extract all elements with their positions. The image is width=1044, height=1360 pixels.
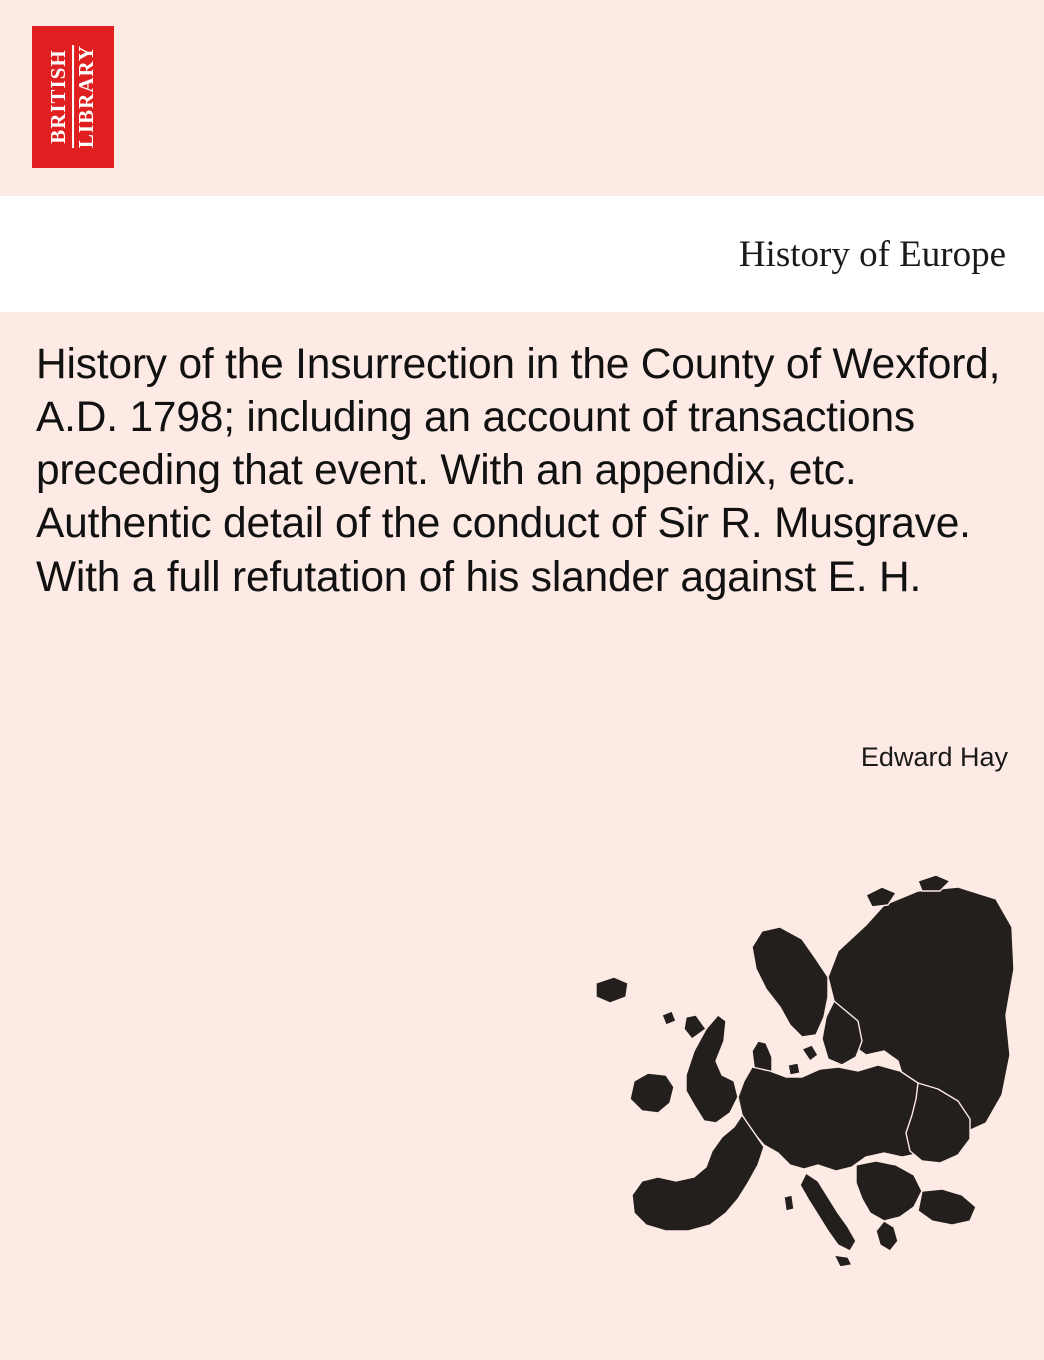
author-name: Edward Hay bbox=[860, 742, 1008, 772]
page-title: History of the Insurrection in the County of Wexford, A.D. 1798; including an account of transactions preceding that event. With an appendix, etc. Authentic detail of the conduct of Sir R. Musgrave. With a full refutation of his slander against E. H. bbox=[36, 341, 1001, 601]
series-title: History of Europe bbox=[738, 233, 1006, 275]
logo-line-library: LIBRARY bbox=[74, 45, 98, 149]
series-band bbox=[0, 196, 1044, 312]
british-library-logo-text bbox=[47, 45, 98, 148]
europe-map-icon bbox=[566, 865, 1018, 1295]
logo-line-british: BRITISH bbox=[46, 49, 71, 145]
british-library-logo bbox=[32, 26, 114, 168]
europe-map-illustration bbox=[566, 865, 1018, 1295]
